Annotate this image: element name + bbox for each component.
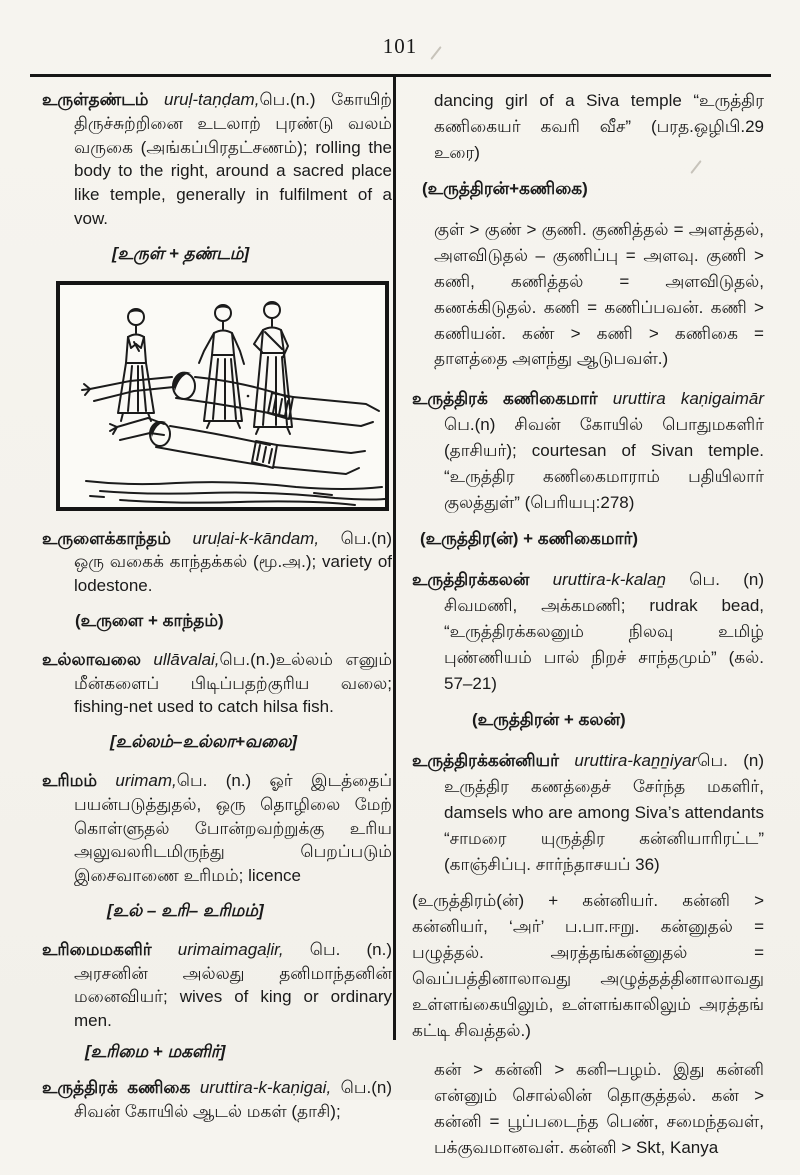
right-column [412, 88, 764, 1175]
etymology: [உல் – உரி– உரிமம்] [107, 900, 264, 920]
headword: உருத்திரக் கணிகைமார் [412, 389, 598, 409]
etymology: [உல்லம்–உல்லா+வலை] [110, 732, 298, 752]
etymology-note: (உருத்திரம்(ன்) + கன்னியர். கன்னி > கன்னியர், ‘அர்’ ப.பா.ஈறு. கன்னுதல் = பழுத்தல். அரத்தங்கன்னுதல் = வெப்பத்தினாலாவது அழுத்தத்தினாலாவது உள்ளங்கையிலும், உள்ளங்காலிலும் அரத்தங் கட்டி சிவத்தல்.) [412, 891, 764, 1040]
headword: உருத்திரக்கலன் [412, 570, 530, 590]
transliteration: ullāvalai, [141, 649, 220, 669]
entry-body: பெ. (n) சிவமணி, அக்கமணி; rudrak bead, “உருத்திரக்கலனும் நிலவு உமிழ் புண்ணியம் பால் நிறச் சாந்தமும்” (கல். 57–21) [444, 570, 764, 693]
dict-entry-urulaikkandam [42, 527, 392, 598]
rolling-devotees-drawing [60, 285, 385, 507]
headword: உருத்திரக்கன்னியர் [412, 751, 559, 771]
dict-entry-uruttirakkanniyar [412, 748, 764, 877]
column-divider [393, 74, 396, 1040]
transliteration: uruttira-k-kaṇigai, [190, 1077, 332, 1097]
etymology: (உருத்திர(ன்) + கணிகைமார்) [420, 529, 639, 549]
etymology-note: குள் > குண் > குணி. குணித்தல் = அளத்தல், அளவிடுதல் – குணிப்பு = அளவு. குணி > கணி, கணித்தல் = அளவிடுதல், கணக்கிடுதல். கணி = கணிப்பவன். கணி > கணியன். கண் > கணி > கணிகை = தாளத்தை அளந்து ஆடுபவள்.) [434, 220, 764, 369]
entry-body: பெ. (n.) ஓர் இடத்தைப் பயன்படுத்துதல், ஒரு தொழிலை மேற் கொள்ளுதல் போன்றவற்றுக்கு உரிய அலுவலரிடமிருந்து பெறப்படும் இசைவாணை உரிமம்; licence [74, 770, 392, 886]
transliteration: uruḷ-taṇḍam, [148, 90, 260, 109]
headword: உரிமைமகளிர் [42, 939, 152, 959]
page-number: 101 [382, 34, 418, 58]
headword: உரிமம் [42, 770, 98, 790]
etymology: [உரிமை + மகளிர்] [85, 1041, 226, 1061]
headword: உருளைக்காந்தம் [42, 528, 171, 548]
urul-tandam-illustration [56, 281, 389, 511]
headword: உருத்திரக் கணிகை [42, 1077, 191, 1097]
etymology: (உருத்திரன்+கணிகை) [422, 179, 588, 199]
dict-entry-uruttirakkanigaimar [412, 386, 764, 515]
transliteration: uruḷai-k-kāndam, [170, 528, 320, 548]
etymology: [உருள் + தண்டம்] [112, 243, 250, 263]
entry-continuation: dancing girl of a Siva temple “உருத்திர கணிகையர் கவரி வீச” (பரத.ஒழிபி.29 உரை) [434, 91, 764, 162]
etymology-note: கன் > கன்னி > கனி–பழம். இது கன்னி என்னும் சொல்லின் தொகுத்தல். கன் > கன்னி = பூப்படைந்த பெண், சமைந்தவள், பக்குவமானவள். கன்னி > Skt, Kanya [434, 1060, 764, 1157]
entry-body: பெ.(n) ஒரு வகைக் காந்தக்கல் (மூ.அ.); variety of lodestone. [74, 528, 392, 596]
entry-body: பெ.(n) சிவன் கோயில் ஆடல் மகள் (தாசி); [74, 1077, 392, 1121]
entry-body: பெ. (n) உருத்திர கணத்தைச் சேர்ந்த மகளிர், damsels who are among Siva’s attendants “சாமரை யுருத்திர கன்னியாரிரட்ட” (காஞ்சிப்பு. சார்ந்தாசயப் 36) [444, 751, 764, 874]
etymology: (உருத்திரன் + கலன்) [472, 710, 626, 730]
entry-body: பெ.(n.) கோயிற் திருச்சுற்றினை உடலாற் புரண்டு வலம் வருகை (அங்கப்பிரதட்சணம்); rolling the body to the right, around a sacred place like temple, generally in fulfilment of a vow. [74, 90, 392, 228]
left-column [42, 88, 392, 1134]
header-rule [30, 74, 771, 77]
entry-body: பெ.(n.)உல்லம் எனும் மீன்களைப் பிடிப்பதற்குரிய வலை; fishing-net used to catch hilsa fish. [74, 649, 392, 717]
dict-entry-urultandam [42, 88, 392, 231]
dict-entry-uruttirakkalan [412, 567, 764, 696]
transliteration: uruttira-k-kalaṉ [529, 570, 666, 590]
transliteration: uruttira-kaṉṉiyar [559, 751, 698, 771]
transliteration: urimaimagaḷir, [151, 939, 284, 959]
dict-entry-urimam [42, 769, 392, 888]
headword: உருள்தண்டம் [42, 90, 149, 109]
dict-entry-urimaimagalir [42, 938, 392, 1033]
entry-body: பெ.(n) சிவன் கோயில் பொதுமகளிர் (தாசியர்); courtesan of Sivan temple. “உருத்திர கணிகைமாராம் பதியிலார் குலத்துள்” (பெரியபு:278) [444, 415, 764, 512]
etymology: (உருளை + காந்தம்) [75, 610, 224, 630]
dict-entry-ullavalai [42, 648, 392, 719]
entry-body: பெ. (n.) அரசனின் அல்லது தனிமாந்தனின் மனைவியர்; wives of king or ordinary men. [74, 939, 392, 1031]
transliteration: uruttira kaṇigaimār [597, 389, 764, 409]
transliteration: urimam, [97, 770, 177, 790]
headword: உல்லாவலை [42, 649, 141, 669]
